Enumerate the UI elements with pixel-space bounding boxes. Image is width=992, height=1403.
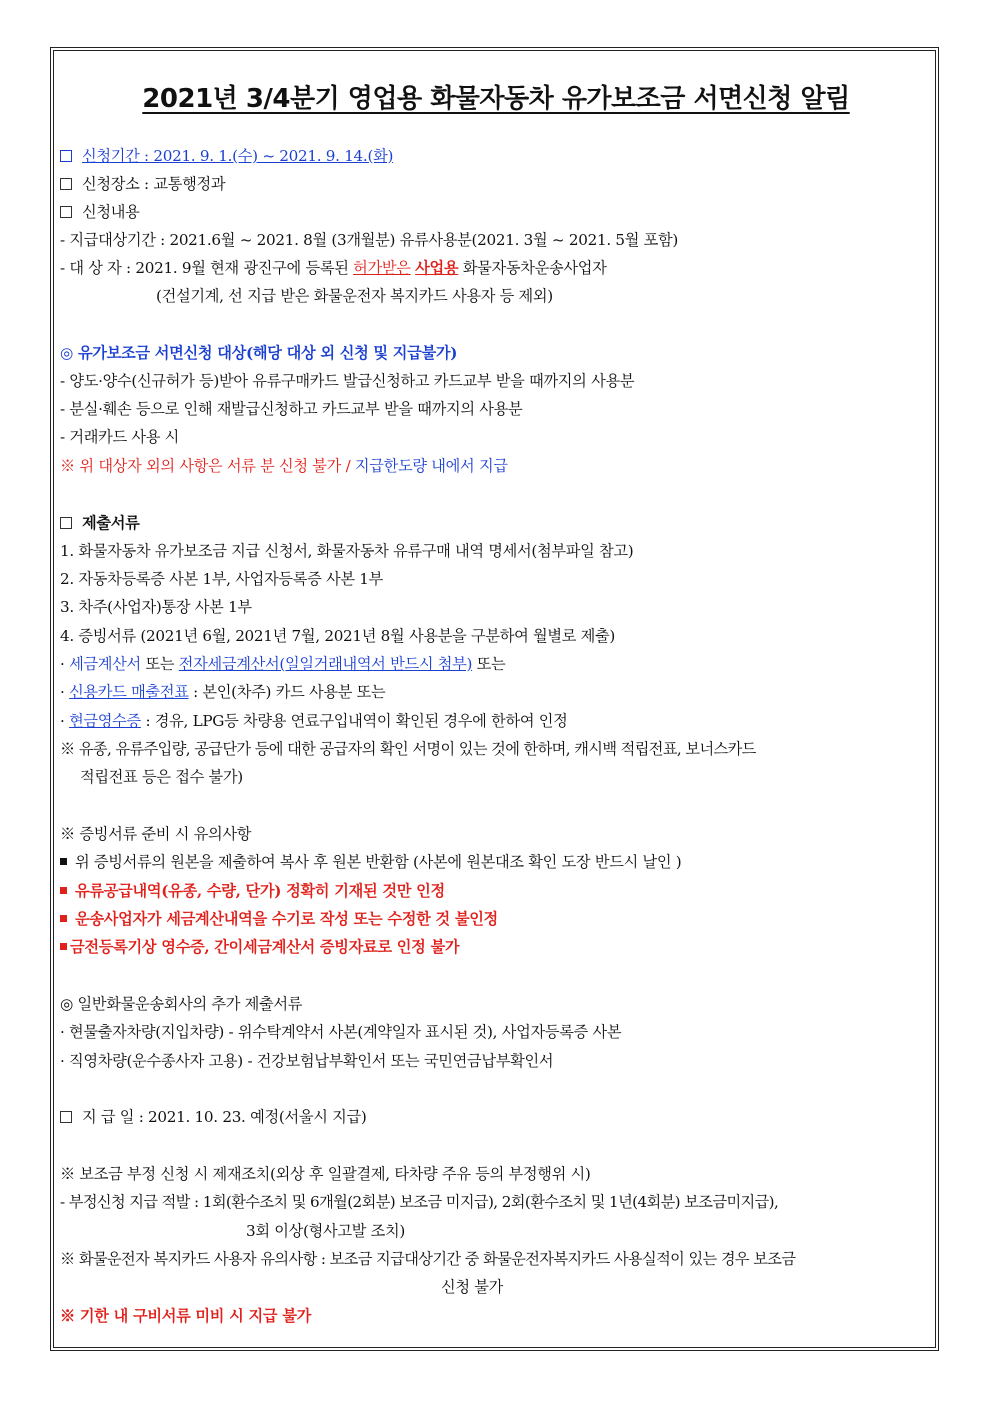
list-item: · 직영차량(운수종사자 고용) - 건강보험납부확인서 또는 국민연금납부확인서 bbox=[60, 1052, 554, 1070]
list-item: 4. 증빙서류 (2021년 6월, 2021년 7월, 2021년 8월 사용분을 구분하여 월별로 제출) bbox=[60, 627, 615, 645]
application-content: 신청내용 bbox=[60, 202, 140, 222]
list-item: - 분실·훼손 등으로 인해 재발급신청하고 카드교부 받을 때까지의 사용분 bbox=[60, 400, 523, 418]
list-item: 2. 자동차등록증 사본 1부, 사업자등록증 사본 1부 bbox=[60, 570, 383, 588]
caution-item: 금전등록기상 영수증, 간이세금계산서 증빙자료로 인정 불가 bbox=[60, 937, 459, 957]
bullet-icon bbox=[60, 887, 67, 894]
subject-note: (건설기계, 선 지급 받은 화물운전자 복지카드 사용자 등 제외) bbox=[156, 287, 553, 305]
target-period: - 지급대상기간 : 2021.6월 ~ 2021. 8월 (3개월분) 유류사용분(2021. 3월 ~ 2021. 5월 포함) bbox=[60, 231, 679, 249]
sanctions-heading: ※ 보조금 부정 신청 시 제재조치(외상 후 일괄결제, 타차량 주유 등의 부정행위 시) bbox=[60, 1165, 591, 1183]
welfare-card-note: ※ 화물운전자 복지카드 사용자 유의사항 : 보조금 지급대상기간 중 화물운전자복지카드 사용실적이 있는 경우 보조금 bbox=[60, 1250, 796, 1268]
checkbox-icon bbox=[60, 206, 72, 218]
sanctions-line: - 부정신청 지급 적발 : 1회(환수조치 및 6개월(2회분) 보조금 미지급), 2회(환수조치 및 1년(4회분) 보조금미지급), bbox=[60, 1193, 779, 1211]
written-target-heading: ◎ 유가보조금 서면신청 대상(해당 대상 외 신청 및 지급불가) bbox=[60, 344, 458, 362]
cautions-heading: ※ 증빙서류 준비 시 유의사항 bbox=[60, 825, 252, 843]
checkbox-icon bbox=[60, 178, 72, 190]
target-warning: ※ 위 대상자 외의 사항은 서류 분 신청 불가 / 지급한도량 내에서 지급 bbox=[60, 457, 508, 475]
application-place: 신청장소 : 교통행정과 bbox=[60, 174, 225, 194]
checkbox-icon bbox=[60, 1111, 72, 1123]
list-item: - 거래카드 사용 시 bbox=[60, 428, 180, 446]
company-heading: ◎ 일반화물운송회사의 추가 제출서류 bbox=[60, 995, 303, 1013]
list-item: 1. 화물자동차 유가보조금 지급 신청서, 화물자동차 유류구매 내역 명세서(첨부파일 참고) bbox=[60, 542, 634, 560]
bullet-icon bbox=[60, 943, 67, 950]
bullet-icon bbox=[60, 915, 67, 922]
caution-item: 유류공급내역(유종, 수량, 단가) 정확히 기재된 것만 인정 bbox=[60, 881, 445, 901]
documents-note-cont: 적립전표 등은 접수 불가) bbox=[80, 768, 243, 786]
final-warning: ※ 기한 내 구비서류 미비 시 지급 불가 bbox=[60, 1307, 311, 1325]
caution-item: 위 증빙서류의 원본을 제출하여 복사 후 원본 반환함 (사본에 원본대조 확인 도장 반드시 날인 ) bbox=[60, 852, 681, 872]
bullet-icon bbox=[60, 858, 67, 865]
pay-date: 지 급 일 : 2021. 10. 23. 예정(서울시 지급) bbox=[60, 1107, 367, 1127]
list-item: - 양도·양수(신규허가 등)받아 유류구매카드 발급신청하고 카드교부 받을 때까지의 사용분 bbox=[60, 372, 635, 390]
checkbox-icon bbox=[60, 517, 72, 529]
documents-heading: 제출서류 bbox=[60, 513, 140, 533]
checkbox-icon bbox=[60, 150, 72, 162]
documents-note: ※ 유종, 유류주입량, 공급단가 등에 대한 공급자의 확인 서명이 있는 것에 한하며, 캐시백 적립전표, 보너스카드 bbox=[60, 740, 756, 758]
proof-tax-invoice: · 세금계산서 또는 전자세금계산서(일일거래내역서 반드시 첨부) 또는 bbox=[60, 655, 506, 673]
sanctions-line-cont: 3회 이상(형사고발 조치) bbox=[246, 1222, 406, 1240]
welfare-card-note-cont: 신청 불가 bbox=[441, 1278, 504, 1296]
application-period: 신청기간 : 2021. 9. 1.(수) ~ 2021. 9. 14.(화) bbox=[60, 146, 393, 166]
proof-cash-receipt: · 현금영수증 : 경유, LPG등 차량용 연료구입내역이 확인된 경우에 한하여 인정 bbox=[60, 712, 568, 730]
subject-line: - 대 상 자 : 2021. 9월 현재 광진구에 등록된 허가받은 사업용 화물자동차운송사업자 bbox=[60, 259, 607, 277]
caution-item: 운송사업자가 세금계산내역을 수기로 작성 또는 수정한 것 불인정 bbox=[60, 909, 498, 929]
list-item: · 현물출자차량(지입차량) - 위수탁계약서 사본(계약일자 표시된 것), 사업자등록증 사본 bbox=[60, 1023, 622, 1041]
notice-title: 2021년 3/4분기 영업용 화물자동차 유가보조금 서면신청 알림 bbox=[142, 84, 850, 114]
proof-credit-card: · 신용카드 매출전표 : 본인(차주) 카드 사용분 또는 bbox=[60, 683, 386, 701]
list-item: 3. 차주(사업자)통장 사본 1부 bbox=[60, 598, 252, 616]
